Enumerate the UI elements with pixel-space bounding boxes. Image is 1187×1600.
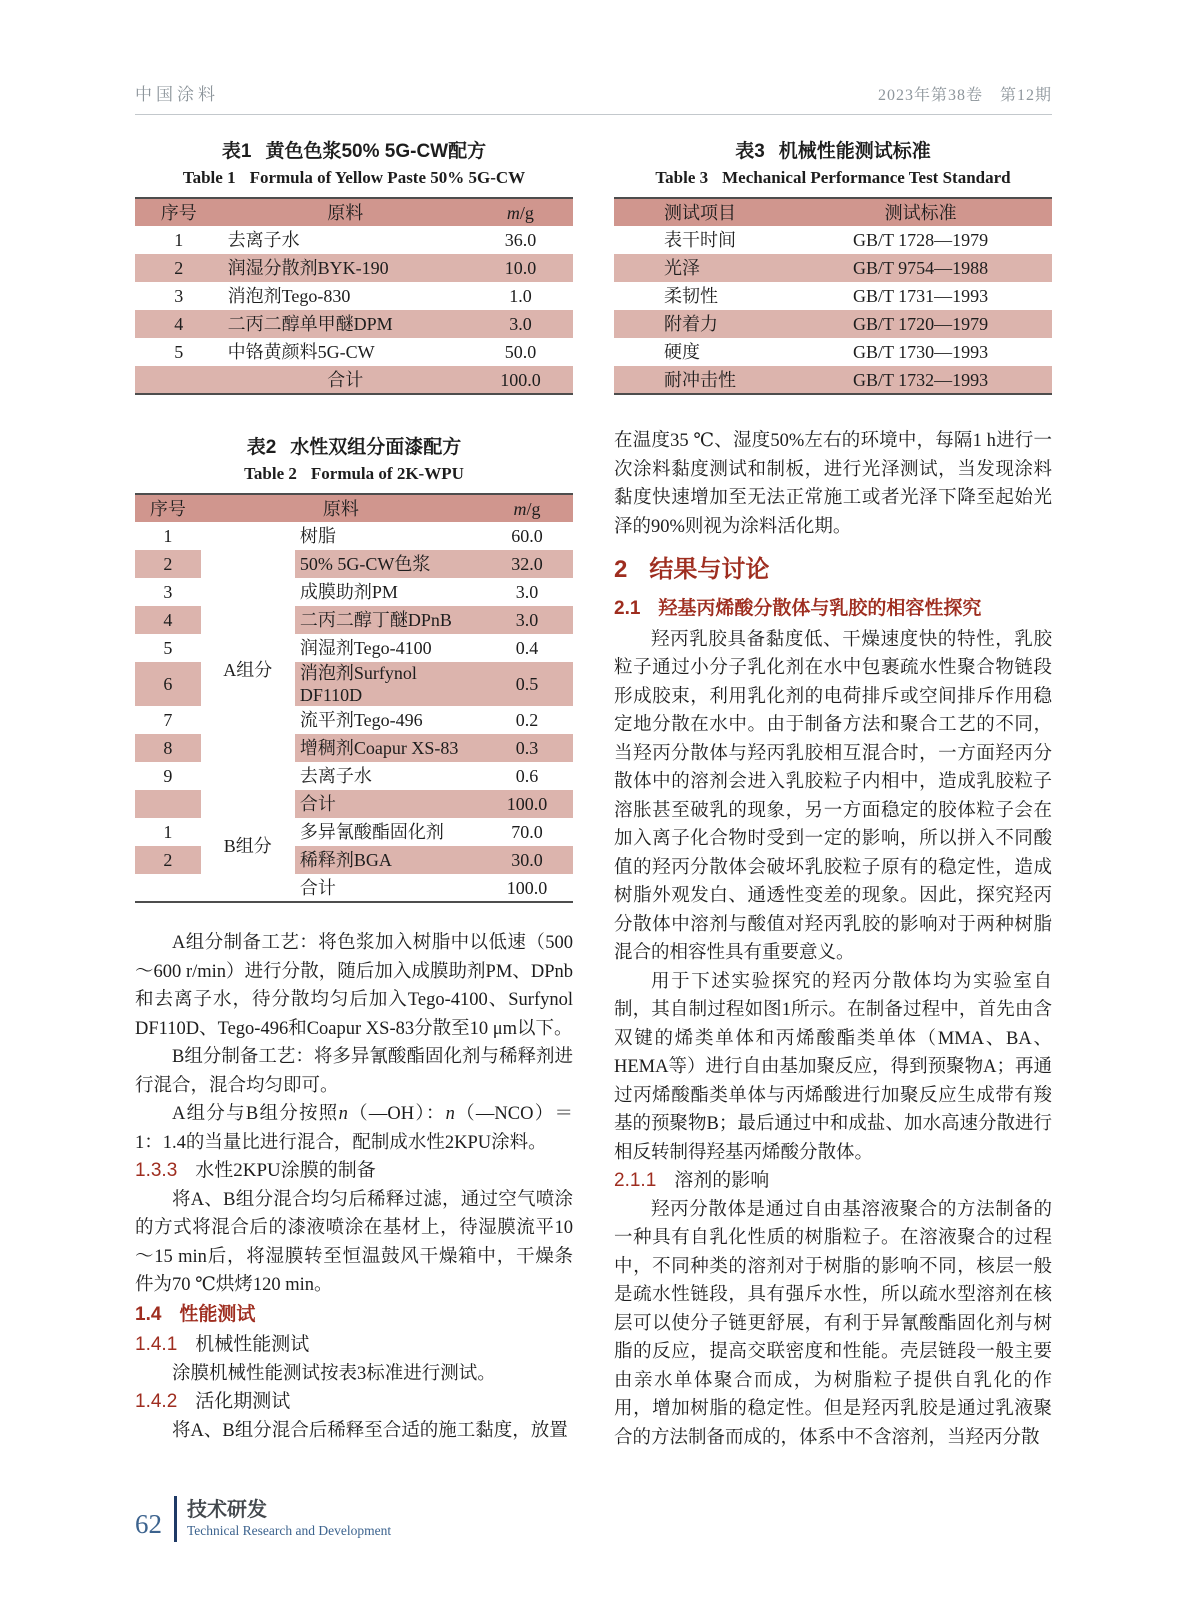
text-segment: A组分与B组分按照 [172, 1104, 339, 1124]
table-cell: 1.0 [509, 286, 532, 306]
table-cell: 润湿剂Tego-4100 [299, 638, 432, 658]
table2-label-en: Table 2 [244, 464, 297, 483]
table-header-cell: 原料 [223, 198, 468, 226]
table-cell: 合计 [295, 790, 481, 818]
mechanical-test-standard-table [614, 197, 1052, 395]
table-cell: 2 [135, 254, 223, 282]
table-cell: 30.0 [481, 846, 573, 874]
table-cell: 100.0 [481, 790, 573, 818]
table-header-row [614, 198, 1052, 226]
spacer [135, 395, 573, 433]
table-cell: GB/T 1728—1979 [853, 230, 989, 250]
table-cell: 耐冲击性 [614, 366, 789, 394]
table-cell: 合计 [223, 366, 468, 394]
table-cell: 去离子水 [227, 230, 300, 250]
table-cell: 10.0 [468, 254, 573, 282]
table2-caption-en: Formula of 2K-WPU [310, 464, 464, 483]
paragraph: 羟丙乳胶具备黏度低、干燥速度快的特性，乳胶粒子通过小分子乳化剂在水中包裹疏水性聚合物链段形成胶束，利用乳化剂的电荷排斥或空间排斥作用稳定地分散在水中。由于制备方法和聚合工艺的不同，当羟丙分散体与羟丙乳胶相互混合时，一方面羟丙分散体中的溶剂会进入乳胶粒子内相中，造成乳胶粒子溶胀甚至破乳的现象，另一方面稳定的胶体粒子会在加入离子化合物时受到一定的影响，所以拼入不同酸值的羟丙分散体会破坏乳胶粒子原有的稳定性，造成树脂外观发白、通透性变差的现象。因此，探究羟丙分散体中溶剂与酸值对羟丙乳胶的影响对于两种树脂混合的相容性具有重要意义。 [614, 629, 1052, 963]
main-content [135, 137, 1052, 1452]
paragraph [135, 1100, 573, 1157]
table-cell [201, 874, 295, 902]
table-header-cell: m/g [468, 198, 573, 226]
table1-caption-cn: 黄色色浆50% 5G-CW配方 [265, 141, 487, 162]
table-row [135, 522, 573, 550]
table-cell: GB/T 1731—1993 [853, 286, 989, 306]
heading-number: 2.1.1 [614, 1170, 657, 1191]
heading-1.4 [135, 1301, 573, 1330]
page-number: 62 [135, 1508, 162, 1539]
table-cell: 中铬黄颜料5G-CW [227, 342, 375, 362]
table-header-row [135, 198, 573, 226]
table-cell: GB/T 1730—1993 [853, 342, 989, 362]
table-cell: 消泡剂Surfynol DF110D [295, 662, 481, 706]
table-row [614, 282, 1052, 310]
table-cell: 2 [135, 846, 201, 874]
table-cell: 去离子水 [299, 766, 372, 786]
text-segment: （—OH）： [347, 1104, 446, 1124]
table3-caption-en: Mechanical Performance Test Standard [722, 168, 1011, 187]
table-row [614, 310, 1052, 338]
paragraph: 用于下述实验探究的羟丙分散体均为实验室自制，其自制过程如图1所示。在制备过程中，首先由含双键的烯类单体和丙烯酸酯类单体（MMA、BA、HEMA等）进行自由基加聚反应，得到预聚物A；再通过丙烯酸酯类单体与丙烯酸进行加聚反应生成带有羧基的预聚物B；最后通过中和成盐、加水高速分散进行相反转制得羟基丙烯酸分散体。 [614, 971, 1052, 1163]
table-cell [135, 366, 223, 394]
table-cell: 50% 5G-CW色浆 [295, 550, 481, 578]
table-cell: GB/T 1720—1979 [789, 310, 1052, 338]
text-segment: （—NCO）＝1：1.4的当量比进行混合，配制成水性2KPU涂料。 [135, 1104, 573, 1153]
heading-title: 机械性能测试 [195, 1334, 310, 1355]
table-cell: 4 [135, 310, 223, 338]
table1-title-cn [135, 139, 573, 165]
table-cell: 附着力 [614, 310, 789, 338]
italic-symbol: n [445, 1104, 455, 1124]
formula-table-2k-wpu [135, 493, 573, 903]
table-header-cell: 原料 [201, 494, 481, 522]
table-row [135, 282, 573, 310]
table-cell: 3 [163, 582, 173, 602]
footer-section-cn: 技术研发 [187, 1499, 267, 1521]
table-cell: 3.0 [515, 582, 539, 602]
page-footer [135, 1496, 391, 1542]
table-cell: 8 [135, 734, 201, 762]
right-column [614, 137, 1052, 1452]
table-header-cell: m/g [481, 494, 573, 522]
table-cell: 2 [135, 550, 201, 578]
table-cell: 100.0 [506, 877, 548, 898]
table-cell: 1 [163, 822, 173, 842]
table-cell: 3 [174, 286, 184, 306]
table-cell: 光泽 [614, 254, 789, 282]
table-cell: 3.0 [468, 310, 573, 338]
paragraph: A组分制备工艺：将色浆加入树脂中以低速（500～600 r/min）进行分散，随后加入成膜助剂PM、DPnb和去离子水，待分散均匀后加入Tego-4100、Surfynol DF110D、Tego-496和Coapur XS-83分散至10 μm以下。 [135, 933, 573, 1039]
table-cell: 36.0 [504, 230, 537, 250]
table-cell: 5 [163, 638, 173, 658]
table-header-cell: 测试项目 [614, 198, 789, 226]
heading-2 [614, 554, 1052, 586]
heading-number: 2 [614, 556, 628, 583]
table-cell: 消泡剂Tego-830 [227, 286, 351, 306]
table-cell: A组分 [201, 522, 295, 818]
heading-title: 性能测试 [179, 1303, 256, 1325]
paragraph: 将A、B组分混合后稀释至合适的施工黏度，放置 [172, 1420, 568, 1441]
table-row [135, 366, 573, 394]
table-cell: GB/T 9754—1988 [789, 254, 1052, 282]
heading-title: 水性2KPU涂膜的制备 [195, 1160, 376, 1181]
footer-divider [174, 1496, 177, 1542]
table-cell: B组分 [201, 818, 295, 874]
footer-section [187, 1498, 391, 1540]
table-row [614, 254, 1052, 282]
table-row [135, 226, 573, 254]
table-cell: 5 [174, 342, 184, 362]
table-cell: 9 [163, 766, 173, 786]
table-cell: 4 [135, 606, 201, 634]
table-row [135, 310, 573, 338]
table-cell: 100.0 [468, 366, 573, 394]
table-row [614, 338, 1052, 366]
issue-info: 2023年第38卷 第12期 [877, 87, 1052, 104]
table-cell: 0.2 [515, 710, 539, 730]
table2-block [135, 435, 573, 903]
heading-number: 1.4.1 [135, 1334, 178, 1355]
italic-symbol: n [338, 1104, 348, 1124]
table-row [614, 226, 1052, 254]
table-header-cell: 测试标准 [789, 198, 1052, 226]
heading-1.3.3 [135, 1157, 573, 1186]
paragraph: 在温度35 ℃、湿度50%左右的环境中，每隔1 h进行一次涂料黏度测试和制板，进行光泽测试，当发现涂料黏度快速增加至无法正常施工或者光泽下降至起始光泽的90%则视为涂料活化期。 [614, 431, 1052, 537]
table-cell: 50.0 [504, 342, 537, 362]
table3-label-cn: 表3 [735, 141, 765, 162]
table-cell: 1 [174, 230, 184, 250]
table-cell: 表干时间 [664, 230, 736, 250]
table1-caption-en: Formula of Yellow Paste 50% 5G-CW [249, 168, 526, 187]
table1-title-en [135, 165, 573, 190]
heading-title: 溶剂的影响 [674, 1170, 770, 1191]
heading-title: 羟基丙烯酸分散体与乳胶的相容性探究 [658, 598, 982, 619]
table-cell: 柔韧性 [664, 286, 718, 306]
table-cell: 二丙二醇丁醚DPnB [295, 606, 481, 634]
table-cell: 二丙二醇单甲醚DPM [223, 310, 468, 338]
table-row [614, 366, 1052, 394]
left-column [135, 137, 573, 1452]
formula-table-yellow-paste [135, 197, 573, 395]
table-cell: 3.0 [481, 606, 573, 634]
heading-1.4.2 [135, 1388, 573, 1417]
journal-name: 中国涂料 [135, 85, 219, 104]
table3-label-en: Table 3 [655, 168, 709, 187]
heading-2.1.1 [614, 1167, 1052, 1196]
page-header [135, 80, 1052, 115]
table-cell: 70.0 [511, 822, 543, 842]
table-cell: 0.3 [481, 734, 573, 762]
table-cell: 多异氰酸酯固化剂 [299, 822, 444, 842]
table-row [135, 818, 573, 846]
table-cell: 0.6 [515, 766, 539, 786]
paragraph: 涂膜机械性能测试按表3标准进行测试。 [172, 1363, 496, 1384]
table-cell: 60.0 [511, 526, 543, 546]
table3-caption-cn: 机械性能测试标准 [778, 141, 931, 162]
heading-number: 2.1 [614, 598, 641, 619]
table-row [135, 874, 573, 902]
table-cell [135, 790, 201, 818]
table-cell: 7 [163, 710, 173, 730]
table-header-cell: 序号 [135, 494, 201, 522]
table2-label-cn: 表2 [246, 437, 277, 458]
heading-1.4.1 [135, 1331, 573, 1360]
table3-block [614, 139, 1052, 395]
table-row [135, 338, 573, 366]
table-cell: 32.0 [481, 550, 573, 578]
table3-title-cn [614, 139, 1052, 165]
left-text-flow [135, 929, 573, 1445]
table-cell: 硬度 [664, 342, 700, 362]
table-cell: 1 [163, 526, 173, 546]
paragraph: B组分制备工艺：将多异氰酸酯固化剂与稀释剂进行混合，混合均匀即可。 [135, 1047, 573, 1096]
table-cell: 6 [135, 662, 201, 706]
heading-number: 1.4 [135, 1303, 162, 1325]
footer-section-en: Technical Research and Development [187, 1523, 392, 1538]
table-cell: 稀释剂BGA [295, 846, 481, 874]
table-cell: 流平剂Tego-496 [299, 710, 423, 730]
table1-block [135, 139, 573, 395]
heading-2.1 [614, 595, 1052, 624]
table1-label-en: Table 1 [182, 168, 236, 187]
right-text-flow [614, 427, 1052, 1452]
table-cell: 成膜助剂PM [299, 582, 398, 602]
table2-title-cn [135, 435, 573, 461]
table-header-cell: 序号 [135, 198, 223, 226]
table-cell: 增稠剂Coapur XS-83 [295, 734, 481, 762]
heading-title: 活化期测试 [195, 1391, 291, 1412]
table3-title-en [614, 165, 1052, 190]
paragraph: 羟丙分散体是通过自由基溶液聚合的方法制备的一种具有自乳化性质的树脂粒子。在溶液聚合的过程中，不同种类的溶剂对于树脂的影响不同，核层一般是疏水性链段，具有强斥水性，所以疏水型溶剂在核层可以使分子链更舒展，有利于异氰酸酯固化剂与树脂的反应，提高交联密度和性能。壳层链段一般主要由亲水单体聚合而成，为树脂粒子提供自乳化的作用，增加树脂的稳定性。但是羟丙乳胶是通过乳液聚合的方法制备而成的，体系中不含溶剂，当羟丙分散 [614, 1199, 1052, 1448]
heading-number: 1.3.3 [135, 1160, 178, 1181]
table-cell: 合计 [299, 877, 336, 898]
paragraph: 将A、B组分混合均匀后稀释过滤，通过空气喷涂的方式将混合后的漆液喷涂在基材上，待湿膜流平10～15 min后，将湿膜转至恒温鼓风干燥箱中，干燥条件为70 ℃烘烤120 min。 [135, 1189, 573, 1295]
table1-label-cn: 表1 [221, 141, 252, 162]
table-cell: 润湿分散剂BYK-190 [223, 254, 468, 282]
table2-title-en [135, 461, 573, 486]
table-cell [135, 874, 201, 902]
table-header-row [135, 494, 573, 522]
heading-number: 1.4.2 [135, 1391, 178, 1412]
table-cell: 0.4 [515, 638, 539, 658]
table-cell: 0.5 [481, 662, 573, 706]
table-cell: GB/T 1732—1993 [789, 366, 1052, 394]
table2-caption-cn: 水性双组分面漆配方 [290, 437, 462, 458]
heading-title: 结果与讨论 [649, 556, 770, 583]
table-row [135, 254, 573, 282]
table-cell: 树脂 [299, 526, 336, 546]
